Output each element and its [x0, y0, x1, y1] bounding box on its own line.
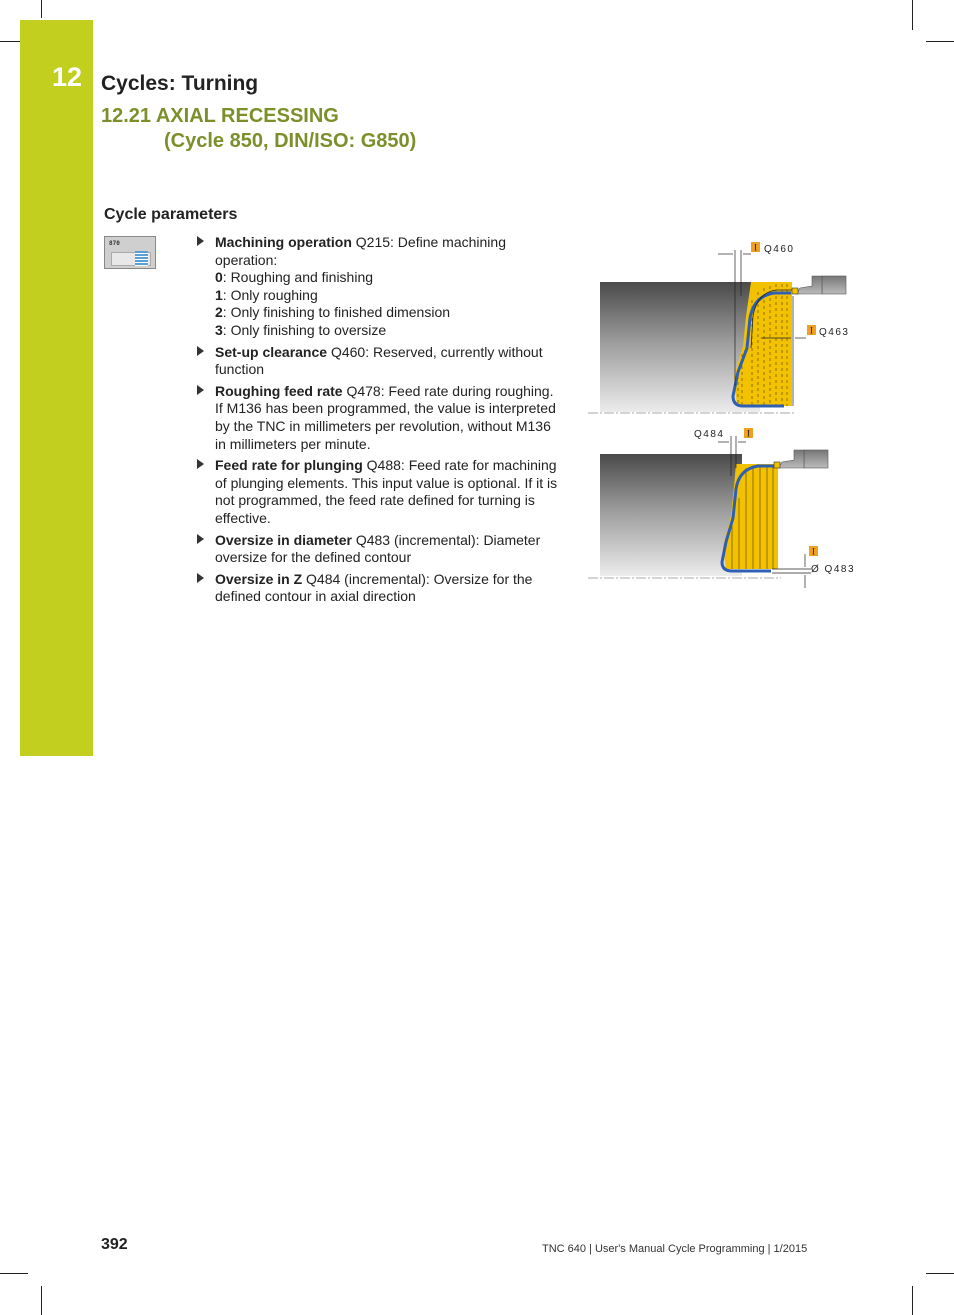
section-title	[101, 104, 416, 154]
arrow-right-icon	[197, 236, 204, 246]
arrow-right-icon	[197, 385, 204, 395]
label-q484: Q484	[694, 429, 725, 440]
param-item	[196, 344, 558, 379]
param-item	[196, 383, 558, 453]
crop-mark	[0, 1273, 28, 1274]
label-q460: Q460	[764, 244, 795, 255]
param-name: Oversize in diameter	[215, 531, 352, 548]
arrow-right-icon	[197, 459, 204, 469]
crop-mark	[41, 0, 42, 18]
recessing-diagram	[586, 236, 856, 596]
param-item	[196, 532, 558, 567]
footer-text: TNC 640 | User's Manual Cycle Programming | 1/2015	[542, 1243, 808, 1255]
cycle-softkey-icon	[104, 236, 156, 269]
section-title-line1: 12.21 AXIAL RECESSING	[101, 105, 339, 127]
param-text: Q460: Reserved, currently without function	[215, 343, 543, 378]
param-name: Roughing feed rate	[215, 382, 343, 399]
param-text: Q488: Feed rate for machining of plunging elements. This input value is optional. If it is not programmed, the feed rate defined for turning is effective.	[215, 457, 558, 526]
tool-holder	[774, 450, 828, 468]
chapter-sidebar	[20, 20, 93, 756]
option-text: : Roughing and finishing	[222, 269, 374, 286]
option-text: : Only roughing	[222, 286, 318, 303]
param-name: Oversize in Z	[215, 570, 303, 587]
top-figure	[588, 242, 849, 413]
param-text: Q215: Define machining operation:	[215, 234, 506, 268]
bottom-figure	[588, 428, 855, 588]
parameter-list	[196, 234, 558, 610]
param-item	[196, 234, 558, 340]
arrow-right-icon	[197, 534, 204, 544]
param-name: Machining operation	[215, 234, 352, 250]
param-item	[196, 571, 558, 606]
crop-mark	[926, 1273, 954, 1274]
arrow-right-icon	[197, 346, 204, 356]
incremental-symbol: I	[810, 325, 813, 336]
incremental-symbol: I	[747, 428, 750, 439]
option-key: 2	[215, 304, 223, 321]
label-q483: Ø Q483	[811, 564, 856, 575]
arrow-right-icon	[197, 573, 204, 583]
option-key: 3	[215, 321, 223, 338]
crop-mark	[41, 1286, 42, 1315]
workpiece	[600, 454, 742, 576]
param-text: Q478: Feed rate during roughing. If M136 has been programmed, the value is interpreted by the TNC in millimeters per revolution, without M136 in millimeters per minute.	[215, 382, 556, 452]
softkey-graphic-blue	[135, 251, 148, 266]
option-text: : Only finishing to oversize	[222, 321, 387, 338]
chapter-title: Cycles: Turning	[101, 72, 259, 95]
param-name: Set-up clearance	[215, 343, 328, 360]
chapter-number: 12	[52, 62, 83, 92]
page-number: 392	[101, 1236, 128, 1253]
incremental-symbol: I	[812, 546, 815, 557]
crop-mark	[926, 41, 954, 42]
option-key: 1	[215, 286, 223, 303]
param-name: Feed rate for plunging	[215, 457, 363, 474]
cycle-parameters-heading: Cycle parameters	[104, 206, 238, 223]
param-text: Q484 (incremental): Oversize for the defined contour in axial direction	[215, 570, 533, 605]
section-title-line2: (Cycle 850, DIN/ISO: G850)	[164, 130, 417, 152]
crop-mark	[912, 1286, 913, 1315]
crop-mark	[0, 41, 20, 42]
tool-holder	[792, 276, 846, 294]
label-q463: Q463	[819, 327, 850, 338]
incremental-symbol: I	[754, 242, 757, 253]
option-text: : Only finishing to finished dimension	[222, 304, 451, 321]
param-text: Q483 (incremental): Diameter oversize for the defined contour	[215, 531, 541, 566]
softkey-label: 870	[109, 240, 120, 247]
param-item	[196, 457, 558, 527]
option-key: 0	[215, 269, 223, 286]
crop-mark	[912, 0, 913, 30]
